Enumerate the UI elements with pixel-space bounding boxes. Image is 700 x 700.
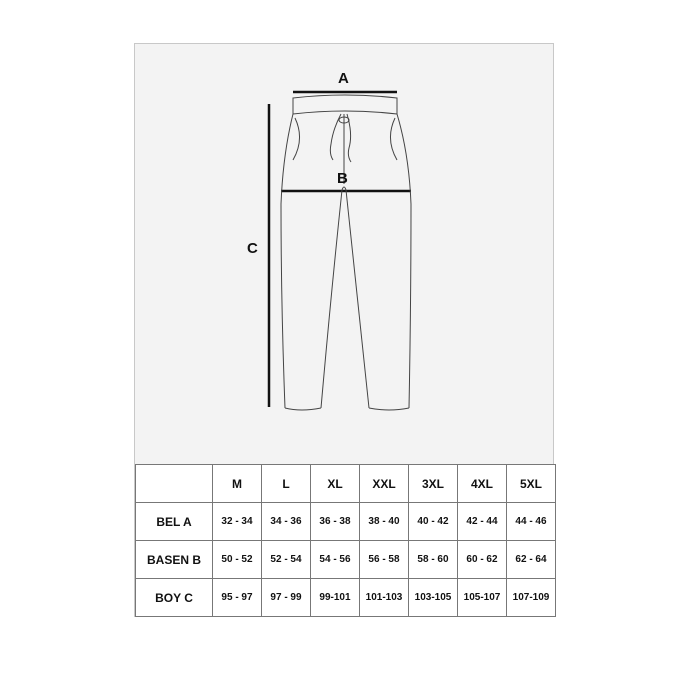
- table-cell: 52 - 54: [262, 541, 311, 579]
- header-cell: [136, 465, 213, 503]
- table-cell: 107-109: [507, 579, 556, 617]
- table-cell: 50 - 52: [213, 541, 262, 579]
- table-row: [136, 541, 556, 579]
- size-chart-card: [134, 43, 554, 617]
- table-cell: 38 - 40: [360, 503, 409, 541]
- table-cell: 101-103: [360, 579, 409, 617]
- label-b: B: [337, 170, 348, 187]
- table-cell: 60 - 62: [458, 541, 507, 579]
- table-cell: 40 - 42: [409, 503, 458, 541]
- table-cell: 36 - 38: [311, 503, 360, 541]
- header-cell-4xl: 4XL: [458, 465, 507, 503]
- table-cell: 42 - 44: [458, 503, 507, 541]
- table-cell: 62 - 64: [507, 541, 556, 579]
- table-cell: 56 - 58: [360, 541, 409, 579]
- row-label: BASEN B: [136, 541, 213, 579]
- label-a: A: [338, 70, 349, 87]
- table-header-row: [136, 465, 556, 503]
- size-table: [135, 464, 556, 617]
- header-cell-xl: XL: [311, 465, 360, 503]
- header-cell-5xl: 5XL: [507, 465, 556, 503]
- header-cell-m: M: [213, 465, 262, 503]
- pants-diagram: [135, 44, 555, 464]
- label-c: C: [247, 240, 258, 257]
- header-cell-xxl: XXL: [360, 465, 409, 503]
- table-row: [136, 503, 556, 541]
- header-cell-3xl: 3XL: [409, 465, 458, 503]
- table-cell: 99-101: [311, 579, 360, 617]
- table-cell: 103-105: [409, 579, 458, 617]
- table-row: [136, 579, 556, 617]
- table-cell: 105-107: [458, 579, 507, 617]
- table-cell: 34 - 36: [262, 503, 311, 541]
- table-cell: 95 - 97: [213, 579, 262, 617]
- table-cell: 44 - 46: [507, 503, 556, 541]
- row-label: BEL A: [136, 503, 213, 541]
- table-cell: 54 - 56: [311, 541, 360, 579]
- pants-outline: [281, 95, 411, 410]
- table-cell: 32 - 34: [213, 503, 262, 541]
- pants-illustration: [135, 44, 555, 464]
- table-cell: 97 - 99: [262, 579, 311, 617]
- table-cell: 58 - 60: [409, 541, 458, 579]
- header-cell-l: L: [262, 465, 311, 503]
- row-label: BOY C: [136, 579, 213, 617]
